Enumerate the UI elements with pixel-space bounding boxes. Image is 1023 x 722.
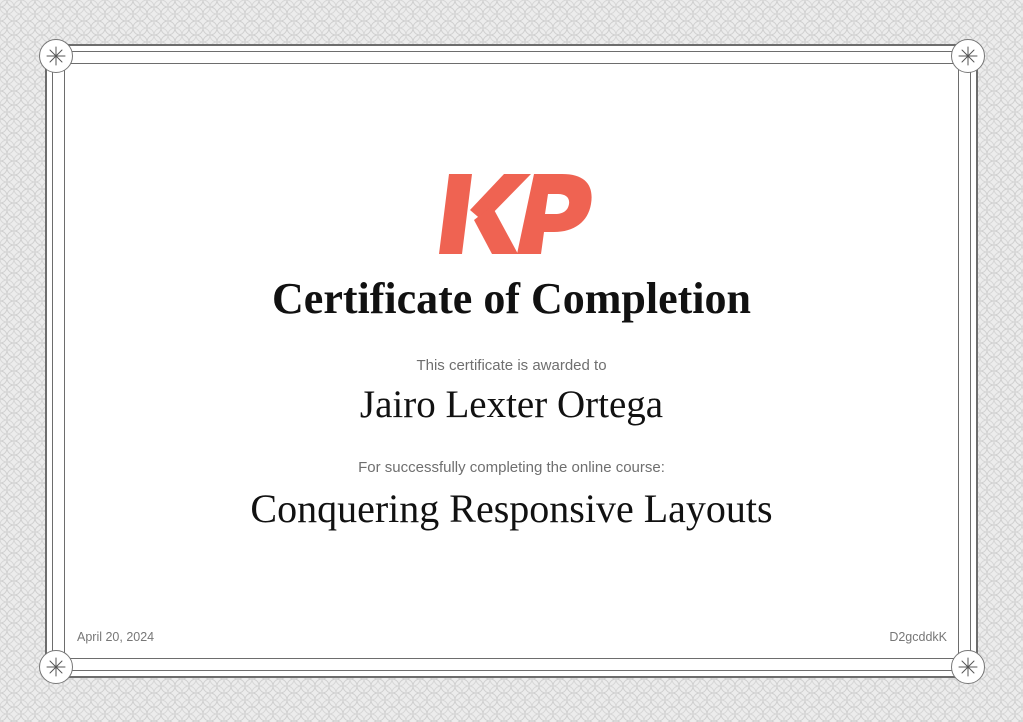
recipient-name: Jairo Lexter Ortega — [359, 383, 664, 426]
kp-logo-mark — [434, 170, 592, 258]
corner-star-icon — [39, 39, 73, 73]
certificate-id: D2gcddkK — [889, 630, 947, 644]
kp-logo — [434, 170, 592, 258]
awarded-label: This certificate is awarded to — [416, 357, 607, 374]
certificate-title: Certificate of Completion — [272, 274, 751, 323]
issue-date: April 20, 2024 — [77, 630, 155, 644]
corner-star-icon — [951, 39, 985, 73]
corner-star-icon — [39, 650, 73, 684]
course-name: Conquering Responsive Layouts — [250, 486, 773, 531]
course-label: For successfully completing the online course: — [358, 459, 665, 476]
corner-star-icon — [951, 650, 985, 684]
